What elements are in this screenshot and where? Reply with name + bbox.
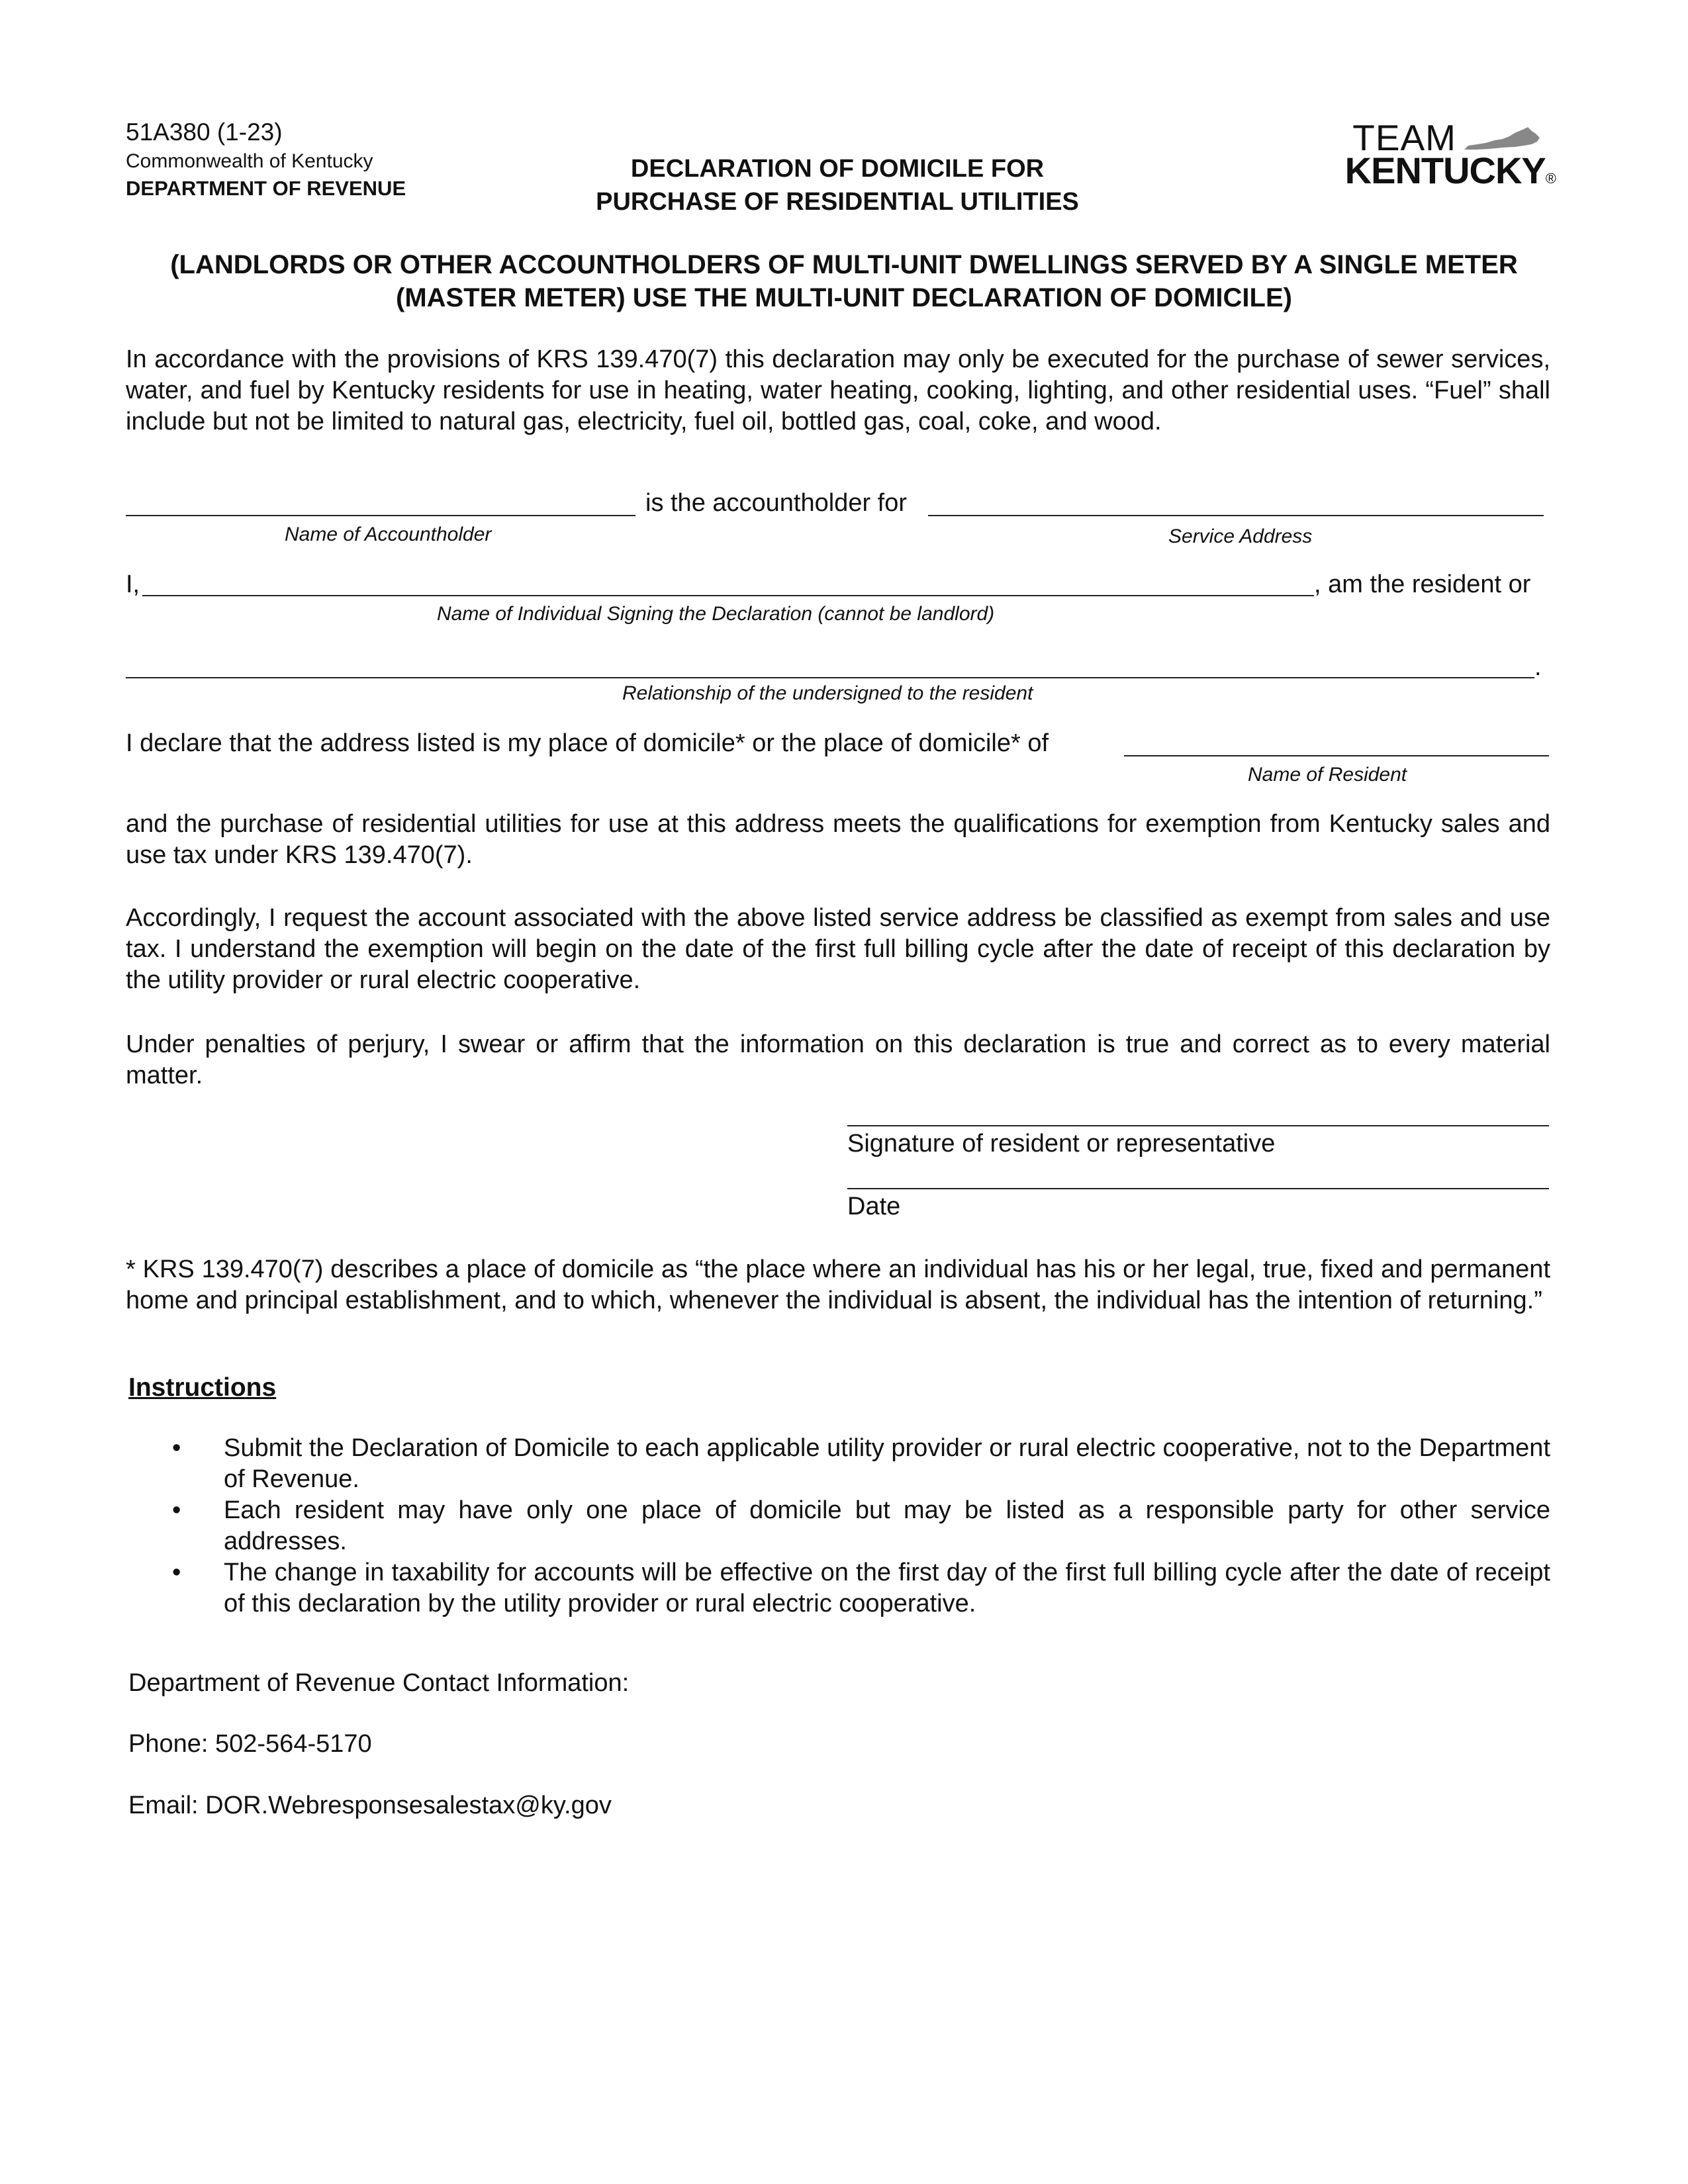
date-label: Date xyxy=(847,1193,901,1220)
service-address-caption: Service Address xyxy=(1168,525,1313,547)
relationship-period: . xyxy=(1534,653,1542,681)
instruction-item xyxy=(172,1433,1550,1495)
signature-label: Signature of resident or representative xyxy=(847,1130,1276,1158)
multi-unit-notice xyxy=(126,248,1562,314)
logo-team-text: TEAM xyxy=(1352,117,1456,158)
bullet-icon: • xyxy=(172,1496,181,1524)
accountholder-caption: Name of Accountholder xyxy=(285,523,492,545)
individual-caption: Name of Individual Signing the Declaration (cannot be landlord) xyxy=(437,603,995,625)
i-prefix-label: I, xyxy=(126,570,140,598)
resident-caption: Name of Resident xyxy=(1248,764,1407,786)
team-kentucky-logo xyxy=(1321,119,1556,192)
instruction-text: Submit the Declaration of Domicile to each applicable utility provider or rural electric cooperative, not to the Department of Revenue. xyxy=(224,1434,1550,1493)
form-header-left xyxy=(126,118,406,203)
commonwealth-label: Commonwealth of Kentucky xyxy=(126,150,373,172)
accountholder-for-label: is the accountholder for xyxy=(645,489,908,517)
instruction-text: The change in taxability for accounts will be effective on the first day of the first full billing cycle after the date of receipt of this declaration by the utility provider or rural electric cooperative. xyxy=(224,1559,1550,1617)
instruction-item xyxy=(172,1495,1550,1557)
multi-unit-notice-line2: (MASTER METER) USE THE MULTI-UNIT DECLARATION OF DOMICILE) xyxy=(396,283,1292,312)
contact-email[interactable]: Email: DOR.Webresponsesalestax@ky.gov xyxy=(128,1792,612,1819)
service-address-field[interactable] xyxy=(928,515,1544,516)
date-field[interactable] xyxy=(847,1188,1549,1189)
resident-name-field[interactable] xyxy=(1124,755,1549,756)
request-paragraph: Accordingly, I request the account associated with the above listed service address be classified as exempt from sales and use tax. I understand the exemption will begin on the date of the first full billing cycle after the date of receipt of this declaration by the utility provider or rural electric cooperative. xyxy=(126,904,1550,994)
relationship-caption: Relationship of the undersigned to the resident xyxy=(622,682,1033,704)
accountholder-name-field[interactable] xyxy=(126,515,635,516)
contact-phone: Phone: 502-564-5170 xyxy=(128,1730,372,1758)
am-resident-label: , am the resident or xyxy=(1314,570,1531,598)
declare-label: I declare that the address listed is my place of domicile* or the place of domicile* of xyxy=(126,729,1049,757)
logo-kentucky-text: KENTUCKY® xyxy=(1344,150,1556,191)
form-title-line1: DECLARATION OF DOMICILE FOR xyxy=(630,155,1045,183)
relationship-field[interactable] xyxy=(126,677,1534,678)
instruction-item xyxy=(172,1557,1550,1619)
signature-field[interactable] xyxy=(847,1125,1549,1126)
form-title xyxy=(503,152,1172,218)
kentucky-state-icon xyxy=(1463,126,1542,152)
individual-name-field[interactable] xyxy=(142,595,1314,596)
bullet-icon: • xyxy=(172,1559,181,1586)
domicile-footnote: * KRS 139.470(7) describes a place of domicile as “the place where an individual has his or her legal, true, fixed and permanent home and principal establishment, and to which, whenever the individual is absent, the individual has the intention of returning.” xyxy=(126,1255,1550,1314)
instruction-text: Each resident may have only one place of domicile but may be listed as a responsible party for other service addresses. xyxy=(224,1496,1550,1555)
form-number: 51A380 (1-23) xyxy=(126,118,283,146)
bullet-icon: • xyxy=(172,1434,181,1462)
form-title-line2: PURCHASE OF RESIDENTIAL UTILITIES xyxy=(596,188,1079,216)
contact-heading: Department of Revenue Contact Information: xyxy=(128,1669,630,1697)
perjury-paragraph: Under penalties of perjury, I swear or affirm that the information on this declaration is true and correct as to every material matter. xyxy=(126,1030,1550,1089)
intro-paragraph: In accordance with the provisions of KRS 139.470(7) this declaration may only be executed for the purchase of sewer services, water, and fuel by Kentucky residents for use in heating, water heating, cooking, lighting, and other residential uses. “Fuel” shall include but not be limited to natural gas, electricity, fuel oil, bottled gas, coal, coke, and wood. xyxy=(126,345,1550,435)
department-label: DEPARTMENT OF REVENUE xyxy=(126,177,406,200)
multi-unit-notice-line1: (LANDLORDS OR OTHER ACCOUNTHOLDERS OF MULTI-UNIT DWELLINGS SERVED BY A SINGLE METER xyxy=(170,250,1518,279)
instructions-list xyxy=(172,1433,1550,1619)
instructions-heading: Instructions xyxy=(128,1373,277,1402)
qualifications-paragraph: and the purchase of residential utilities for use at this address meets the qualifications for exemption from Kentucky sales and use tax under KRS 139.470(7). xyxy=(126,810,1550,869)
logo-trademark: ® xyxy=(1545,170,1556,187)
